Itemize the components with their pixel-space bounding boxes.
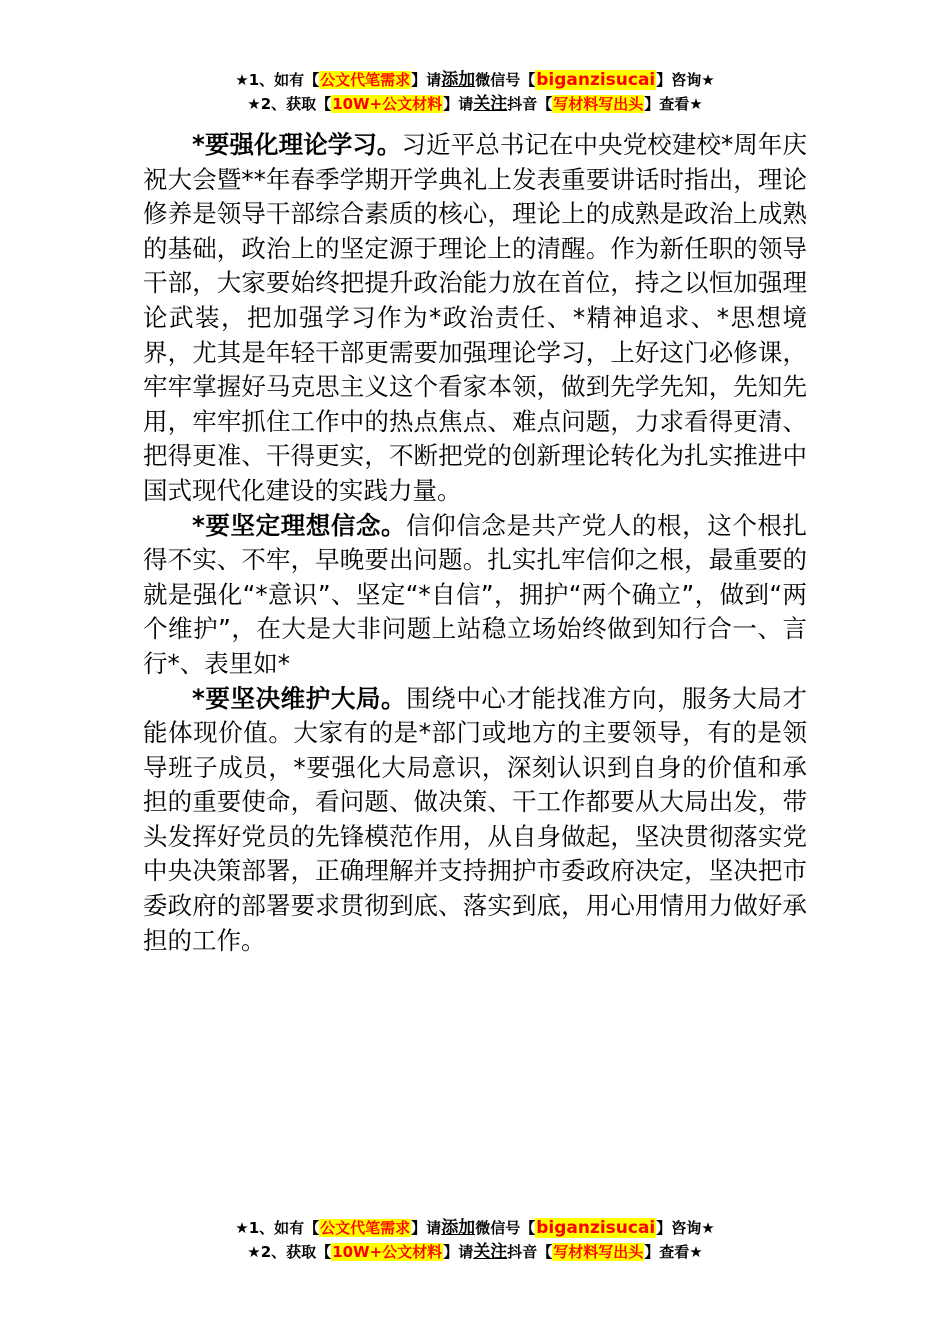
banner-text: ★2、获取【 bbox=[247, 95, 332, 113]
banner-highlight-douyin: 写材料写出头 bbox=[553, 1243, 644, 1261]
paragraph-text: 围绕中心才能找准方向，服务大局才能体现价值。大家有的是*部门或地方的主要领导，有的是领导班子成员，*要强化大局意识，深刻认识到自身的价值和承担的重要使命，看问题、做决策、干工作都要从大局出发，带头发挥好党员的先锋模范作用，从自身做起，坚决贯彻落实党中央决策部署，正确理解并支持拥护市委政府决定，坚决把市委政府的部署要求贯彻到底、落实到底，用心用情用力做好承担的工作。 bbox=[143, 683, 808, 955]
paragraph-heading: *要坚决维护大局。 bbox=[192, 683, 407, 713]
banner-text: 】查看★ bbox=[644, 95, 703, 113]
banner-text: 】咨询★ bbox=[656, 1219, 715, 1237]
banner-line-1 bbox=[0, 68, 950, 92]
paragraph-heading: *要坚定理想信念。 bbox=[192, 510, 407, 540]
banner-highlight-materials: 10W+公文材料 bbox=[332, 1243, 443, 1261]
banner-text: 】请 bbox=[443, 95, 474, 113]
banner-text: 】查看★ bbox=[644, 1243, 703, 1261]
banner-highlight-wechat-id: biganzisucai bbox=[536, 1218, 656, 1238]
banner-emphasis-add: 添加 bbox=[441, 70, 476, 90]
paragraph-theory-study bbox=[143, 128, 807, 509]
banner-text: ★1、如有【 bbox=[235, 71, 320, 89]
banner-text: 】请 bbox=[443, 1243, 474, 1261]
header-banner bbox=[0, 68, 950, 116]
banner-text: 抖音【 bbox=[507, 95, 553, 113]
banner-highlight-wechat-id: biganzisucai bbox=[536, 70, 656, 90]
banner-emphasis-follow: 关注 bbox=[473, 94, 508, 114]
banner-text: ★1、如有【 bbox=[235, 1219, 320, 1237]
document-body bbox=[143, 128, 807, 958]
banner-line-1 bbox=[0, 1216, 950, 1240]
banner-emphasis-add: 添加 bbox=[441, 1218, 476, 1238]
paragraph-text: 习近平总书记在中央党校建校*周年庆祝大会暨**年春季学期开学典礼上发表重要讲话时指出，理论修养是领导干部综合素质的核心，理论上的成熟是政治上成熟的基础，政治上的坚定源于理论上的清醒。作为新任职的领导干部，大家要始终把提升政治能力放在首位，持之以恒加强理论武装，把加强学习作为*政治责任、*精神追求、*思想境界，尤其是年轻干部更需要加强理论学习，上好这门必修课，牢牢掌握好马克思主义这个看家本领，做到先学先知，先知先用，牢牢抓住工作中的热点焦点、难点问题，力求看得更清、把得更准、干得更实，不断把党的创新理论转化为扎实推进中国式现代化建设的实践力量。 bbox=[143, 130, 808, 505]
banner-text: 】请 bbox=[411, 1219, 442, 1237]
paragraph-ideals-beliefs bbox=[143, 509, 807, 682]
banner-text: 微信号【 bbox=[475, 1219, 536, 1237]
banner-text: 】咨询★ bbox=[656, 71, 715, 89]
paragraph-overall-situation bbox=[143, 682, 807, 959]
paragraph-text: 信仰信念是共产党人的根，这个根扎得不实、不牢，早晚要出问题。扎实扎牢信仰之根，最重要的就是强化“*意识”、坚定“*自信”，拥护“两个确立”，做到“两个维护”，在大是大非问题上站稳立场始终做到知行合一、言行*、表里如* bbox=[143, 510, 808, 678]
banner-text: ★2、获取【 bbox=[247, 1243, 332, 1261]
banner-text: 微信号【 bbox=[475, 71, 536, 89]
banner-line-2 bbox=[0, 1240, 950, 1264]
paragraph-heading: *要强化理论学习。 bbox=[192, 130, 402, 159]
banner-text: 抖音【 bbox=[507, 1243, 553, 1261]
banner-line-2 bbox=[0, 92, 950, 116]
banner-emphasis-follow: 关注 bbox=[473, 1242, 508, 1262]
footer-banner bbox=[0, 1216, 950, 1264]
banner-highlight-service: 公文代笔需求 bbox=[320, 1219, 411, 1237]
banner-highlight-service: 公文代笔需求 bbox=[320, 71, 411, 89]
banner-text: 】请 bbox=[411, 71, 442, 89]
banner-highlight-materials: 10W+公文材料 bbox=[332, 95, 443, 113]
banner-highlight-douyin: 写材料写出头 bbox=[553, 95, 644, 113]
